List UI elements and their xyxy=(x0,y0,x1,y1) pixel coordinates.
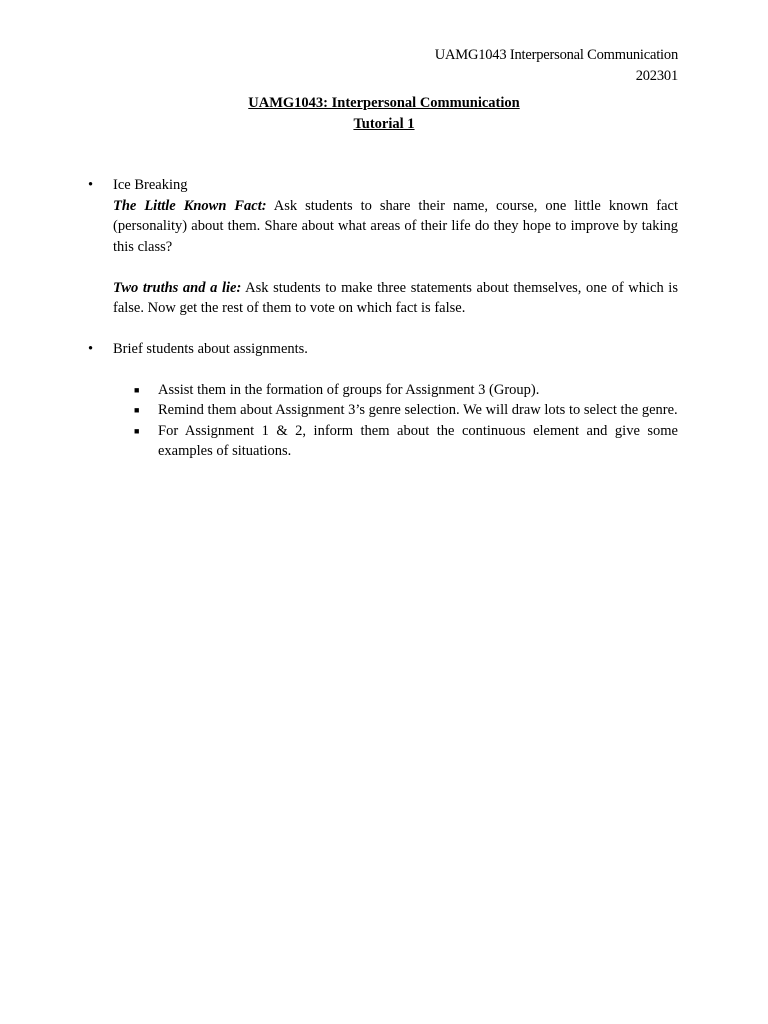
two-truths-text: Ask students to make three statements about themselves, one of which is false. Now get the rest of them to vote on which fact is false. xyxy=(113,279,678,316)
header-session: 202301 xyxy=(635,67,678,84)
title-line-2: Tutorial 1 xyxy=(353,115,415,132)
bullet-dot-icon: • xyxy=(88,177,94,193)
ice-breaking-label: Ice Breaking xyxy=(113,177,188,193)
square-bullet-icon: ■ xyxy=(134,405,140,415)
sublist-item xyxy=(134,380,678,401)
sublist-item-text: For Assignment 1 & 2, inform them about the continuous element and give some examples of situations. xyxy=(158,422,678,459)
bullet-ice-breaking xyxy=(88,175,678,319)
little-known-fact-paragraph xyxy=(113,196,678,258)
title-line-1: UAMG1043: Interpersonal Communication xyxy=(248,95,520,111)
page-header xyxy=(435,45,678,86)
little-known-fact-name: The Little Known Fact: xyxy=(113,197,267,214)
section-gap xyxy=(88,319,678,340)
header-course-line: UAMG1043 Interpersonal Communication xyxy=(434,47,678,63)
sublist-item-text: Assist them in the formation of groups for Assignment 3 (Group). xyxy=(158,381,540,398)
document-body xyxy=(88,175,678,462)
assignments-label: Brief students about assignments. xyxy=(113,341,308,357)
two-truths-name: Two truths and a lie: xyxy=(113,279,242,296)
document-title xyxy=(0,93,768,134)
paragraph-gap xyxy=(113,257,678,278)
square-bullet-icon: ■ xyxy=(134,384,140,395)
sublist-item-text: Remind them about Assignment 3’s genre selection. We will draw lots to select the genre. xyxy=(158,402,678,418)
two-truths-paragraph xyxy=(113,278,678,319)
assignments-sublist xyxy=(88,380,678,462)
sublist-item xyxy=(134,400,678,421)
square-bullet-icon: ■ xyxy=(134,425,140,436)
sublist-item xyxy=(134,421,678,462)
bullet-dot-icon: • xyxy=(88,341,94,357)
bullet-assignments xyxy=(88,339,678,360)
ice-breaking-content xyxy=(113,175,678,319)
little-known-fact-text: Ask students to share their name, course, one little known fact (personality) about them. Share about what areas of their life do they hope to improve by taking this class? xyxy=(113,197,678,255)
